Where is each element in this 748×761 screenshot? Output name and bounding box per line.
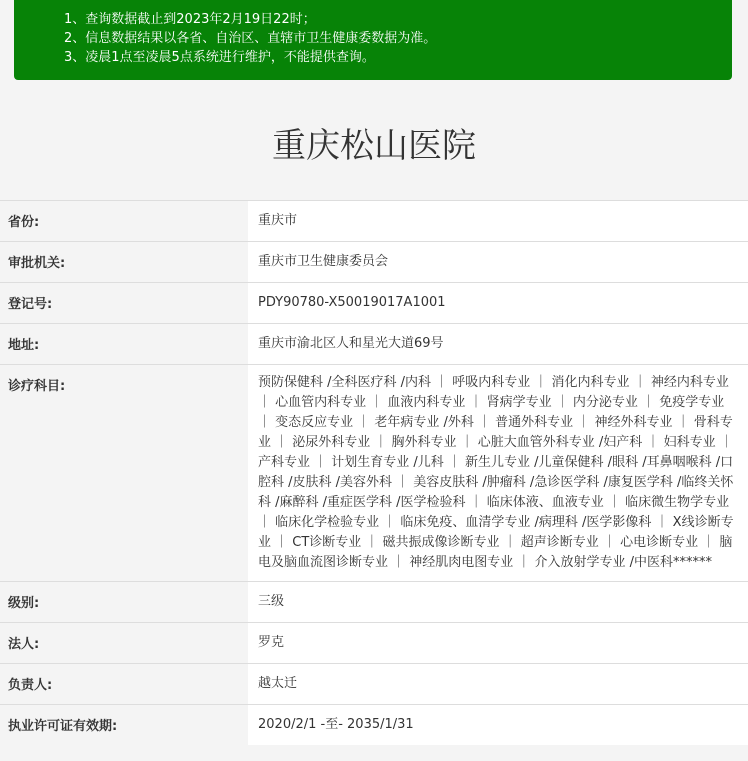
row-registration [0,282,748,323]
notice-line: 2、信息数据结果以各省、自治区、直辖市卫生健康委数据为准。 [64,31,437,46]
field-label: 审批机关: [0,242,248,282]
field-label: 省份: [0,201,248,241]
field-label: 负责人: [0,664,248,704]
field-label: 级别: [0,582,248,622]
field-label: 执业许可证有效期: [0,705,248,745]
page-title: 重庆松山医院 [272,126,476,166]
hospital-info-table [0,200,748,745]
field-value: 罗克 [248,623,748,663]
notice-line: 3、凌晨1点至凌晨5点系统进行维护，不能提供查询。 [64,50,375,65]
row-authority [0,241,748,282]
field-value: PDY90780-X50019017A1001 [248,283,748,323]
notice-banner [14,0,732,80]
field-value: 2020/2/1 -至- 2035/1/31 [248,705,748,745]
row-address [0,323,748,364]
notice-line: 1、查询数据截止到2023年2月19日22时； [64,12,316,27]
field-label: 法人: [0,623,248,663]
row-legal-person [0,622,748,663]
field-label: 诊疗科目: [0,365,248,581]
field-value: 重庆市卫生健康委员会 [248,242,748,282]
field-label: 登记号: [0,283,248,323]
row-province [0,200,748,241]
field-value: 重庆市渝北区人和星光大道69号 [248,324,748,364]
field-label: 地址: [0,324,248,364]
row-level [0,581,748,622]
field-value: 重庆市 [248,201,748,241]
row-license-validity [0,704,748,745]
field-value: 三级 [248,582,748,622]
field-value: 越太迁 [248,664,748,704]
field-value: 预防保健科 /全科医疗科 /内科 ｜ 呼吸内科专业 ｜ 消化内科专业 ｜ 神经内科专业 ｜ 心血管内科专业 ｜ 血液内科专业 ｜ 肾病学专业 ｜ 内分泌专业 ｜ 免疫学专业 ｜ 变态反应专业 ｜ 老年病专业 /外科 ｜ 普通外科专业 ｜ 神经外科专业 ｜ 骨科专业 ｜ 泌尿外科专业 ｜ 胸外科专业 ｜ 心脏大血管外科专业 /妇产科 ｜ 妇科专业 ｜ 产科专业 ｜ 计划生育专业 /儿科 ｜ 新生儿专业 /儿童保健科 /眼科 /耳鼻咽喉科 /口腔科 /皮肤科 /美容外科 ｜ 美容皮肤科 /肿瘤科 /急诊医学科 /康复医学科 /临终关怀科 /麻醉科 /重症医学科 /医学检验科 ｜ 临床体液、血液专业 ｜ 临床微生物学专业 ｜ 临床化学检验专业 ｜ 临床免疫、血清学专业 /病理科 /医学影像科 ｜ X线诊断专业 ｜ CT诊断专业 ｜ 磁共振成像诊断专业 ｜ 超声诊断专业 ｜ 心电诊断专业 ｜ 脑电及脑血流图诊断专业 ｜ 神经肌肉电图专业 ｜ 介入放射学专业 /中医科****** [248,365,748,581]
row-person-in-charge [0,663,748,704]
row-departments [0,364,748,581]
